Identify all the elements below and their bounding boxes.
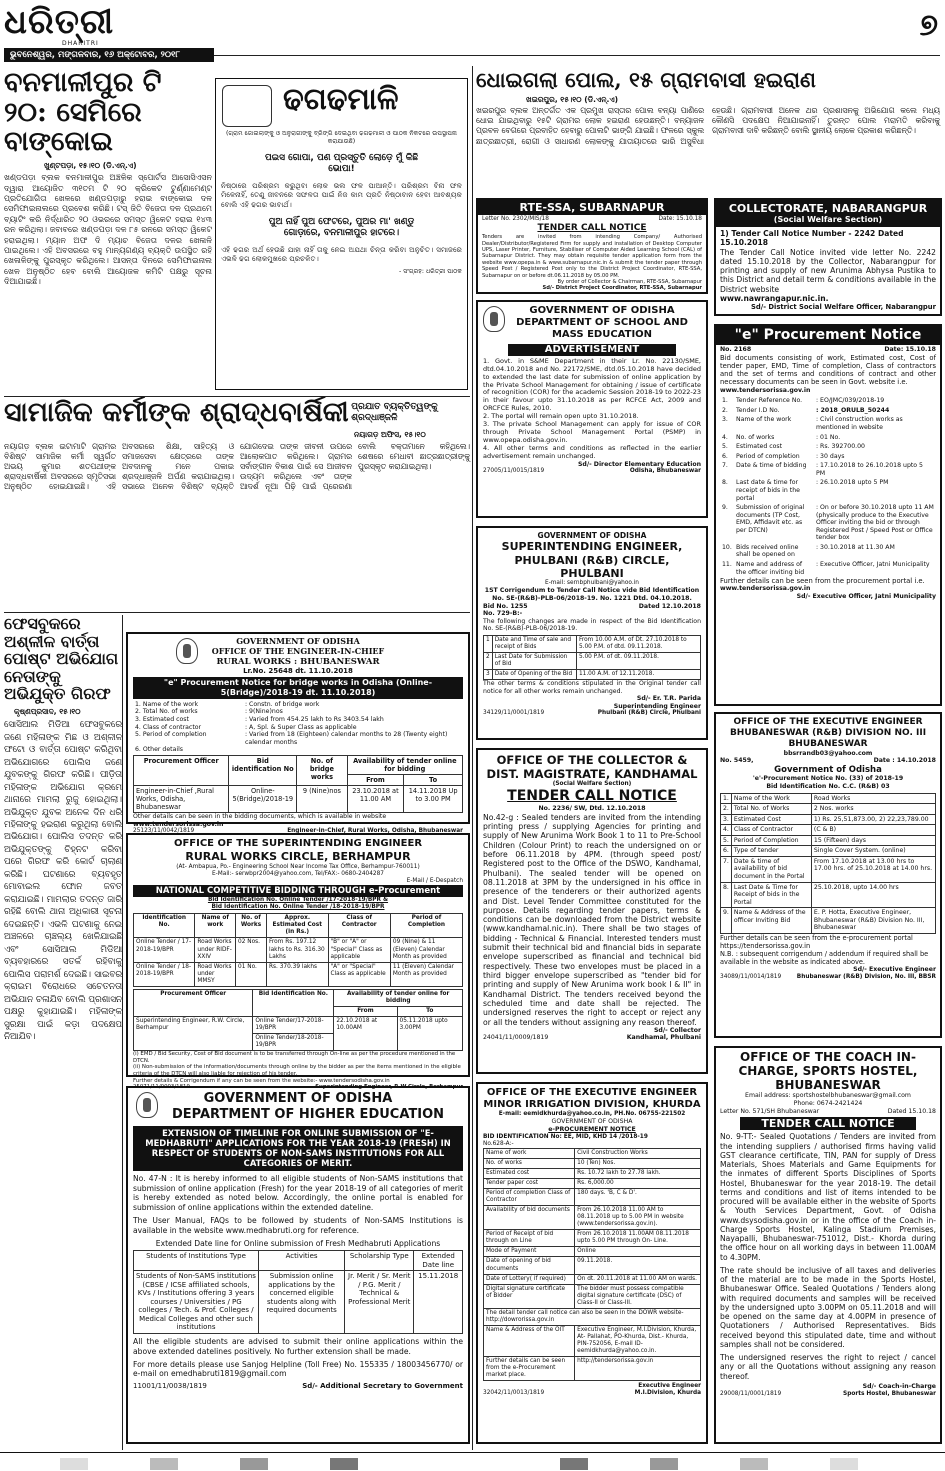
ad-sports-hostel [714, 1046, 942, 1444]
ad-rnb-division [714, 712, 942, 1038]
rnb-further: Further details can be seen from the e-procurement portal https://tendersorissa.gov.in [720, 933, 913, 950]
he-p5: For more details please use Sanjog Helpline (Toll Free) No. 155335 / 18003456770/ or e-mail on emedhabruti1819@gmail.com [133, 1359, 463, 1379]
story2-byline: ଖଇରପୁର, ୧୫।୧୦ (ଡି.ଏନ୍.ଏ) [526, 95, 619, 105]
dhagadhamali-credit: - ସଂଗ୍ରହ: ଧରିତ୍ରୀ ପାଠକ [399, 267, 462, 275]
sme-dept: DEPARTMENT OF SCHOOL AND MASS EDUCATION [516, 317, 688, 341]
sh-refline: Letter No. 571/SH Bhubaneswar Dated 15.10.18 [720, 1107, 936, 1115]
footer-mark [150, 1458, 178, 1470]
rnb-office: OFFICE OF THE EXECUTIVE ENGINEER [733, 717, 923, 727]
rural-note: Other details can be seen in the bidding documents, which is available in website [133, 813, 387, 821]
masthead-logo: ଧରିତ୍ରୀ [4, 2, 115, 42]
rural-gov: GOVERNMENT OF ODISHA [236, 636, 360, 646]
khd-footer: 32042/11/0013/1819 M.I.Division, Khurda [483, 1390, 701, 1397]
sh-office: OFFICE OF THE COACH IN-CHARGE, SPORTS HOSTEL, BHUBANESWAR [738, 1050, 918, 1092]
dateline: ଭୁବନେଶ୍ୱର, ମଙ୍ଗଳବାର, ୧୬ ଅକ୍ଟୋବର, ୨୦୧୮ [4, 48, 214, 62]
dhagadhamali-box [215, 78, 468, 390]
sme-footer: 27005/11/0015/1819 Odisha, Bhubaneswar [483, 468, 701, 475]
phb-sign2: Superintending Engineer [613, 702, 701, 710]
khd-sign: Executive Engineer [638, 1383, 701, 1390]
story-facebook [4, 615, 122, 1450]
kdm-wing: (Social Welfare Section) [552, 781, 632, 788]
story4-byline: କୃଷ୍ଣପ୍ରସାଦ, ୧୫।୧୦ [14, 706, 81, 716]
he-p3: Extended Date line for Online submission of Fresh Medhabruti Applications [155, 1238, 441, 1248]
sme-sign: Sd/- Director Elementary Education [577, 460, 701, 468]
he-p1: No. 47-N : It is hereby informed to all eligible students of Non-SAMS institutions that submission of online application (Fresh) for the year 2018-19 of all categories of merit is hereby extended as noted below. Accordingly, the online portal is enabled for submission of online applications within the extended dateline. [133, 1173, 463, 1213]
ad-khurda [476, 1082, 708, 1444]
page-number: ୭ [919, 8, 938, 43]
rnb-nb: N.B. : subsequent corrigendum / addendum if required shall be available in the website as indicated above. [720, 950, 929, 967]
jat-intro: Bid documents consisting of work, Estimated cost, Cost of tender paper, EMD, Time of completion, Class of contractors and the set of terms and conditions of contract and other necessary documents can be seen in Govt. website i.e. [720, 353, 936, 387]
rte-body: Tenders are invited from intending Company/ Authorised Dealer/Distributor/Registered Firm for supply and installation of Desktop Computer UPS, Laser Printer, Furniture, Stabiliser of Computer Aided Learning School (CAL) of Subarnapur District. They may obtain requisite tender application form from the website www.opepa.in & www.subarnapur.nic.in & submit the tender paper through Speed Post / Registered Post only to the District Project Coordinator, RTE-SSA, Subarnapur on or before dt.06.11.2018 by 05.00 PM. [482, 234, 702, 279]
ad-berhampur [126, 833, 470, 1091]
rnb-email: bbsrrandb03@yahoo.com [783, 749, 873, 757]
dhagadhamali-poem2: ପୁଅ ନାହିଁ ପୁଅ ଫେଟରେ, ପୁଅର ମା' ଖଣ୍ଡୁ ଗୋଡ଼ାରେ, ବନମାଳୀପୁର ହାଟରେ। [268, 217, 415, 239]
rnb-table: 1. Name of the Work Road Works 2. Total No. of Works 2 Nos. works 3. Estimated Cost 1) Rs. 25,51,873.00, 2) 22,23,789.00 4. Class of Contractor (C & B) 5. Period of Completion 15 (Fifteen) days 6. Type of tender Single Cover System. (online) 7. Date & time of availability of bid document in the Portal From 17.10.2018 at 13.00 hrs to 17.00 hrs. of 25.10.2018 at 14.00 hrs. 8. Last Date & Time for Receipt of bids in the Portal 25.10.2018, upto 14.00 hrs 9. Name & Address of the officer Inviting Bid E. P. Hotta, Executive Engineer, Bhubaneswar (R&B) Division No. III, Bhubaneswar [720, 793, 936, 934]
jat-web[interactable]: www.tendersorissa.gov.in [720, 386, 811, 394]
jat-further: Further details can be seen from the procurement portal i.e. [720, 577, 925, 586]
sh-email: Email address: sportshostelbhubaneswar@gmail.com [745, 1092, 911, 1100]
sh-p1: No. 9-TT:- Sealed Quotations / Tenders are invited from the intending suppliers / authorised firms having valid GST clearance certificate, TIN, PAN for supply of Dress Materials, Shoes Materials and Game Equipments for the inmates of different Sports Disciplines of Sports Hostel, Bhubaneswar for the year 2018-19. The detail terms and conditions and list of items intended to be procured will be available either in the website of Sports & Youth Services Department, Govt. of Odisha www.dsysodisha.gov.in or in the office of the Coach in-Charge Sports Hostel, Kalinga Stadium Premises, Nayapalli, Bhubaneswar-751012, Dist.- Khorda during the office hour on all working days in between 11.00AM to 4.30PM. [720, 1132, 936, 1262]
jat-sign: Sd/- Executive Officer, Jatni Municipality [796, 592, 936, 600]
bpr-note2: (ii) Non-submission of the information/documents through online by the bidder as per the items mentioned in the eligible criteria of the DTCN will also liable for rejection of his tender. [133, 1064, 461, 1078]
khd-bid: BID IDENTIFICATION No: EE, MID, KHD 14 /2018-19 [483, 1133, 648, 1140]
bpr-table: Identification No. Name of work No. of Works Approx. Estimated Cost (in Rs.) Class of Contractor Period of Completion Online Tender / 17-2018-19/BPR Road Works under RIDF-XXIV 02 Nos. From Rs. 197.12 lakhs to Rs. 316.30 Lakhs "B" or "A" or "Special" Class as applicable 09 (Nine) & 11 (Eleven) Calendar Month as provided Online Tender / 18-2018-19/BPR Road Works under MMSY 01 No. Rs. 370.39 lakhs "A" or "Special" Class as applicable 11 (Eleven) Calendar Month as provided [133, 913, 463, 987]
story2-body: ଖଇରପୁର ବ୍ଲକ ଅନ୍ତର୍ଗତ ଏକ ପ୍ରମୁଖ ରାସ୍ତାର ପୋଲ ବନ୍ୟା ପାଣିରେ ଧୋଇ ଯାଇଥିବାରୁ ୧୫ଟି ଗ୍ରାମର ଲୋକ ହଇରାଣ ହେଉଛନ୍ତି। ବନ୍ୟାଜଳ ପ୍ରବଳ ବେଗରେ ପ୍ରବାହିତ ହେବାରୁ ପୋଲଟି ଭାଙ୍ଗି ଯାଇଛି। ଫଳରେ ସ୍କୁଲ ଛାତ୍ରଛାତ୍ରୀ, ରୋଗୀ ଓ ସାଧାରଣ ଲୋକଙ୍କୁ ଯାତାୟାତରେ ଭାରି ଅସୁବିଧା ହେଉଛି। ଗ୍ରାମବାସୀ ଅନେକ ଥର ପ୍ରଶାସନକୁ ଅଭିଯୋଗ କଲେ ମଧ୍ୟ କୌଣସି ପଦକ୍ଷେପ ନିଆଯାଇନାହିଁ। ତୁରନ୍ତ ପୋଲ ମରାମତି କରିବାକୁ ଗ୍ରାମବାସୀ ଦାବି କରିଛନ୍ତି ବୋଲି ସ୍ଥାନୀୟ ଲୋକେ ପ୍ରକାଶ କରିଛନ୍ତି। [476, 106, 940, 146]
nbp-body1: 1) Tender Call Notice Number - 2242 Dated 15.10.2018 [720, 229, 904, 248]
story3-body: ନୟାଗଡ଼ ବ୍ଲକ ଇଟାମାଟି ଗ୍ରାମର ବିଶିଷ୍ଟ ସାମାଜିକ କର୍ମୀ ସ୍ୱର୍ଗତ ଅଭୟ କୁମାର ଶତପଥୀଙ୍କ ଶ୍ରାଦ୍ଧବାର୍ଷିକୀ ଅବସରରେ ସ୍ମୃତିସଭା ଅନୁଷ୍ଠିତ ହୋଇଯାଇଛି। ଏହି ଅବସରରେ ଶିକ୍ଷା, ସାହିତ୍ୟ ଓ ସମାଜସେବା କ୍ଷେତ୍ରରେ ତାଙ୍କ ଅବଦାନକୁ ମନେ ପକାଇ ଶ୍ରଦ୍ଧାଞ୍ଜଳି ଅର୍ପଣ କରାଯାଇଥିଲା। ସଭାରେ ଅନେକ ବିଶିଷ୍ଟ ବ୍ୟକ୍ତି ଯୋଗଦେଇ ତାଙ୍କ ଜୀବନୀ ଉପରେ ଆଲୋକପାତ କରିଥିଲେ। ଗ୍ରାମର ସର୍ବାଙ୍ଗୀନ ବିକାଶ ପାଇଁ ସେ ଆଜୀବନ ଉଦ୍ୟମ କରିଥିଲେ ଏବଂ ତାଙ୍କ ଆଦର୍ଶ ନୂଆ ପିଢ଼ି ପାଇଁ ପ୍ରେରଣା ବୋଲି ବକ୍ତାମାନେ କହିଥିଲେ। ଶେଷରେ ମେଧାବୀ ଛାତ୍ରଛାତ୍ରୀଙ୍କୁ ପୁରସ୍କୃତ କରାଯାଇଥିଲା। [4, 441, 470, 492]
nbp-title: COLLECTORATE, NABARANGPUR (Social Welfare Section) [716, 200, 940, 227]
story1-byline: ଖୁଣ୍ଟପଡ଼ା, ୧୫।୧୦ (ଡି.ଏନ୍.ଏ) [44, 161, 137, 171]
story4-headline: ଫେସବୁକରେ ଅଶ୍ଳୀଳ ବାର୍ତ୍ତା ପୋଷ୍ଟ ଅଭିଯୋଗ ନେତାଙ୍କୁ ଅଭିଯୁକ୍ତ ଗିରଫ [4, 614, 119, 704]
phb-office: SUPERINTENDING ENGINEER, [501, 540, 683, 554]
jat-table: 1. Tender Reference No. : EO/JMC/039/2018-19 2. Tender I.D No. : 2018_ORULB_50244 3. Name of the work : Civil construction works as mentioned in website 4. No. of works : 01 No. 5. Estimated cost : Rs. 392700.00 6. Period of completion : 30 days 7. Date & time of bidding : 17.10.2018 to 26.10.2018 upto 5 PM 8. Last date & time for receipt of bids in the portal : 26.10.2018 upto 5 PM 9. Submission of original documents (TP Cost, EMD, Affidavit etc. as per DTCN) : On or before 30.10.2018 upto 11 AM (physically produce to the Executive Officer inviting the bid or through Registered Post / Speed Post or Office tender box 10. Bids received online shall be opened on : 30.10.2018 at 11.30 AM 11. Name and address of the officer inviting bid : Executive Officer, Jatni Municipality [722, 397, 934, 576]
khd-unit: MINOR IRRIGATION DIVISION, KHURDA [483, 1099, 701, 1111]
phb-text: The following changes are made in respect of the Bid Identification No. SE-(R&B)-PLB-06/2018-19. [483, 617, 701, 633]
bpr-footer: 25071/11/0003/1819 Superintending Engineer, R.W.Circle, Berhampur [133, 1084, 463, 1091]
nbp-web[interactable]: www.nawrangapur.nic.in. [720, 293, 829, 303]
dhagadhamali-poem1: ପଇସ ଗୋପା, ପଣ ପ୍ରସ୍ତୁତି ଲୋଡ଼େ ମୁଁ କିଛି ଭୋପା! [264, 153, 419, 175]
footer-mark [830, 1458, 858, 1470]
masthead-sub: DHARITRI [62, 40, 99, 47]
footer-mark [60, 1458, 88, 1470]
bpr-unit: RURAL WORKS CIRCLE, BERHAMPUR [185, 850, 411, 864]
phb-gov: GOVERNMENT OF ODISHA [537, 531, 647, 540]
rnb-gov: Government of Odisha [774, 765, 882, 776]
bpr-table2: Procurement Officer Bid Identification No. Availability of tender online for bidding From To Superintending Engineer, R.W. Circle, Berhampur Online Tender/17-2018-19/BPR 22.10.2018 at 10.00AM 05.11.2018 upto 3.00PM Online Tender/18-2018-19/BPR [133, 989, 463, 1051]
footer-mark [330, 1458, 358, 1470]
dhagadhamali-para2: ଏହି ଢଗର ଅର୍ଥ ହେଉଛି ଯାହା ନାହିଁ ତାକୁ ନେଇ ଅଯଥା ଚିନ୍ତା କରିବା ଅନୁଚିତ। ସମାଜରେ ଏଭଳି ଢଗ ଲୋକମୁଖରେ ପ୍ରଚଳିତ। [221, 245, 462, 264]
rural-letter: Lr.No. 25648 dt. 11.10.2018 [243, 666, 353, 675]
jat-refline: No. 2168 Date: 15.10.18 [720, 346, 936, 354]
bpr-bid1: Bid Identification No. Online Tender /17-2018-19/BPR & [207, 897, 389, 904]
kdm-footer: 24041/11/0009/1819 Kandhamal, Phulbani [483, 1034, 701, 1042]
sme-gov: GOVERNMENT OF ODISHA [529, 305, 675, 316]
jat-bar: "e" Procurement Notice [716, 326, 940, 345]
footer-mark [650, 1458, 678, 1470]
dhagadhamali-para: ନିଷ୍ଠାରେ ପରିଶ୍ରମ କରୁଥିବା ଲୋକ ଭଲ ଫଳ ପାଆନ୍ତି। ପରିଶ୍ରମ ବିନା ଫଳ ମିଳେନାହିଁ, ତେଣୁ ଜୀବନରେ ସଫଳତା ପାଇଁ ନିଜ କାମ ପ୍ରତି ନିଷ୍ଠାବାନ ହେବା ଆବଶ୍ୟକ ବୋଲି ଏହି ଢଗର ଭାବାର୍ଥ। [221, 181, 462, 209]
phb-table: 1 Date and Time of sale and receipt of Bids From 10.00 A.M. of Dt. 27.10.2018 to 5.00 P.M. of dtd. 09.11.2018. 2 Last Date for Submission of Bid 5.00 P.M. of dt. 09.11.2018. 3 Date of Opening of the Bid 11.00 A.M. of 12.11.2018. [483, 635, 701, 680]
story-shraddha [4, 398, 470, 610]
sh-p2: The rate should be inclusive of all taxes and deliveries of the material are to be made in the Sports Hostel, Bhubaneswar Office. Sealed Quotations / Tenders along with required documents and samples will be received by the undersigned upto 3.00PM on 05.11.2018 and will be opened on the same day at 4.00PM in presence of Quotationers / Authorised Representatives. Bids received beyond this stipulated date, time and without samples shall not be considered. [720, 1265, 936, 1349]
kdm-no: No. 2236/ SW, Dtd. 12.10.2018 [538, 805, 646, 813]
kdm-body: No.42-g : Sealed tenders are invited from the intending printing press / supplying Agencies for printing and supply of New Arunima Work Book 1 to 11 to Pre-School Children (Colour Print) to reach the undersigned on or before 06.11.2018 by 4PM. (through speed post/ Registered post to the Office of the DSWO, Kandhamal, Phulbani). The sealed tender will be opened on 08.11.2018 at 3PM by the undersigned in his office in presence of the tenderers or their authorized agents and Dist. Level Tender Committee constituted for the purpose. Details regarding tender papers, terms & conditions can be downloaded from the District website (www.kandhamal.nic.in). There shall be two stages of bidding - Technical & Financial. Interested tenders must submit their technical bid and financial bids in separate envelope superscribed as financial and technical bid respectively. These two envelopes must be placed in a third bigger envelope superscribed as "tender bid for printing and supply of New Arunima work book I & II" in Kandhamal District. The tenders received beyond the scheduled time and date shall be rejected. The undersigned reserves the right to accept or reject any or all the tenders without assigning any reason thereof. [483, 812, 701, 1027]
ad-jatni [714, 324, 942, 706]
kdm-sign: Sd/- Collector [653, 1026, 701, 1034]
khd-no: No.628-A:- [483, 1140, 514, 1147]
rte-heading: TENDER CALL NOTICE [537, 223, 647, 234]
footer-mark [560, 1458, 588, 1470]
rnb-notice: 'e'-Procurement Notice No. (33) of 2018-19 [752, 775, 904, 783]
ad-higher-education [126, 1086, 470, 1444]
he-p4: All the eligible students are advised to submit their online applications within the above extended datelines positively. No further extension shall be made. [133, 1336, 463, 1356]
he-footer: 11001/11/0038/1819 Sd/- Additional Secretary to Government [133, 1382, 463, 1391]
footer-mark [240, 1458, 268, 1470]
he-table: Students of Institutions Type Activities Scholarship Type Extended Date line Students of Non-SAMS institutions (CBSE / ICSE affiliated schools, KVs / Institutions offering 3 years courses / Universities / PG colleges / Tech. & Prof. Colleges / Medical Colleges and other such institutions Submission online applications by the concerned eligible students along with required documents Jr. Merit / Sr. Merit / P.G. Merit / Technical & Professional Merit 15.11.2018 [133, 1250, 463, 1334]
sme-item4: 4. All other terms and conditions as reflected in the earlier advertisement remain unchanged. [483, 443, 701, 460]
phb-footer: 34129/11/0001/1819 Phulbani (R&B) Circle, Phulbani [483, 710, 701, 717]
dhagadhamali-title: ଢଗଢମାଳି [283, 82, 399, 117]
phb-email: E-mail: sernbphulbani@yahoo.in [545, 580, 639, 587]
odisha-emblem-icon [136, 1092, 158, 1118]
bpr-bar: NATIONAL COMPETITIVE BIDDING THROUGH e-Procurement [133, 885, 463, 897]
phb-refline: Bid No. 1255 Dated 12.10.2018 [483, 602, 701, 610]
he-gov: GOVERNMENT OF ODISHA [203, 1091, 393, 1106]
sh-sign: Sd/- Coach-in-Charge [862, 1382, 936, 1390]
sh-phone: Phone: 0674-2421424 [793, 1099, 863, 1107]
phb-sign: Sd/- Er. T.R. Parida [636, 695, 701, 703]
he-bar: EXTENSION OF TIMELINE FOR ONLINE SUBMISSION OF "E-MEDHABRUTI" APPLICATIONS FOR THE YEAR 2018-19 (FRESH) IN RESPECT OF STUDENTS OF NON-SAMS INSTITUTIONS FOR ALL CATEGORIES OF MERIT. [133, 1126, 463, 1171]
rural-table: Procurement Officer Bid identification No No. of bridge works Availability of tender online for bidding From To Engineer-in-Chief ,Rural Works, Odisha, Bhubaneswar Online-5(Bridge)/2018-19 9 (Nine)nos 23.10.2018 at 11.00 AM 14.11.2018 Up to 3.00 PM [133, 755, 463, 813]
odisha-emblem-icon [176, 638, 198, 664]
rnb-refline: No. 5459, Date : 14.10.2018 [720, 757, 936, 765]
story3-byline: ନୟାଗଡ଼ ଅଫିସ, ୧୫।୧୦ [354, 429, 426, 439]
rural-web[interactable]: www.tendersorissa.gov.in [133, 820, 224, 828]
rnb-bid: Bid Identification No. C.C. (R&B) 03 [766, 782, 890, 790]
rte-order: By order of Collector & Chairman, RTE-SSA, Subarnapur [557, 278, 702, 285]
he-dept: DEPARTMENT OF HIGHER EDUCATION [171, 1106, 445, 1122]
jat-web2[interactable]: www.tendersorissa.gov.in [720, 585, 811, 593]
sh-footer: 29008/11/0001/1819 Sports Hostel, Bhubaneswar [720, 1390, 936, 1397]
ad-phulbani [476, 526, 708, 740]
sh-p3: The undersigned reserves the right to reject / cancel any or all the Quotations without assigning any reason thereof. [720, 1353, 936, 1381]
rural-bar: "e" Procurement Notice for bridge works in Odisha (Online-5(Bridge)/2018-19 dt. 11.10.2018) [133, 677, 463, 699]
ad-rural-works [126, 632, 470, 835]
rte-ref: Letter No. 2302/MIS/18 Date: 15.10.18 [482, 216, 702, 223]
khd-office: OFFICE OF THE EXECUTIVE ENGINEER [486, 1087, 698, 1098]
story1-body: ଖଣ୍ଡପଡ଼ା ବ୍ଲକ ବନମାଳୀପୁର ଅଞ୍ଚଳିକ ସ୍ପୋର୍ଟସ ଆସୋସିଏସନ ଦ୍ୱାରା ଆୟୋଜିତ ୩୧ତମ ଟି ୨୦ କ୍ରିକେଟ ଟୁର୍ଣ୍ଣାମେଣ୍ଟ ପ୍ରତିଯୋଗିତା ଖେଳରେ ଖଣ୍ଡପଡ଼ାରୁ ହରାଇ ବାଙ୍କୋଇ ଦଳ ସେମିଫାଇନାଲରେ ପ୍ରବେଶ କରିଛି। ଟସ୍ ଜିତି ବିଜେତା ଦଳ ପ୍ରଥମେ ବ୍ୟାଟିଂ କରି ନିର୍ଦ୍ଧାରିତ ୨୦ ଓଭରରେ ସମସ୍ତ ୱିକେଟ ହରାଇ ୧୪୩ ରନ କରିଥିଲା। ଜବାବରେ ଖଣ୍ଡପଡ଼ା ଦଳ ୮୫ ରନରେ ସମସ୍ତ ୱିକେଟ ହରାଇଥିଲା। ମ୍ୟାନ ଅଫ ଦି ମ୍ୟାଚ ବିଜେତା ଦଳର ଖେଳାଳି ପାଇଥିଲେ। ଏହି ଅବସରରେ ବହୁ ମାନ୍ୟଗଣ୍ୟ ବ୍ୟକ୍ତି ଉପସ୍ଥିତ ରହି ଖେଳାଳିଙ୍କୁ ପୁରସ୍କୃତ କରିଥିଲେ। ଆସନ୍ତା ଦିନରେ ସେମିଫାଇନାଲ ଖେଳ ଅନୁଷ୍ଠିତ ହେବ ବୋଲି ଆୟୋଜକ କମିଟି ପକ୍ଷରୁ ସୂଚନା ଦିଆଯାଇଛି। [4, 173, 212, 287]
bpr-email: E-Mail:- serwbpr2004@yahoo.com, Tel/FAX:- 0680-2404287 [212, 870, 384, 877]
rte-title: RTE-SSA, SUBARNAPUR [478, 200, 706, 215]
sme-item2: 2. The portal will remain open upto 31.10.2018. [483, 412, 639, 421]
sh-bar: TENDER CALL NOTICE [740, 1117, 916, 1130]
sme-item1: 1. Govt. in S&ME Department in their Lr. No. 22130/SME, dtd.04.10.2018 and No. 22172/SME, dtd.05.10.2018 have decided to extended the last date for submission of online application by the Private School Management for obtaining / issue of certificate of recognition (COR) for the academic Session 2018-19 to 2022-23 in their favour upto 31.10.2018 as per RCFCE Act, 2009 and ORCFCE Rules, 2010. [483, 356, 701, 413]
nbp-sign: Sd/- District Social Welfare Officer, Nabarangpur [750, 303, 936, 312]
nbp-body2: The Tender Call Notice invited vide letter No. 2242 dated 15.10.2018 by the Collector, Nabarangpur for printing and supply of new Arunima Abhysa Pustika to this District and detail term & conditions available in the District website [720, 247, 936, 294]
rnb-unit: BHUBANESWAR (R&B) DIVISION NO. III [729, 727, 927, 738]
rte-sign: Sd/- District Project Coordinator, RTE-SSA, Subarnapur [542, 285, 702, 292]
story3-headline: ସାମାଜିକ କର୍ମୀଙ୍କ ଶ୍ରାଦ୍ଧବାର୍ଷିକୀ [4, 397, 349, 428]
story-bonomalipur [4, 68, 212, 398]
phb-other: The other terms & conditions stipulated in the Original tender call notice for all other works remain unchanged. [483, 680, 701, 695]
khd-email: E-mail: eemidkhurda@yahoo.co.in, PH.No. 06755-221502 [498, 1111, 686, 1118]
rural-footer: 25123/11/0042/1819 Engineer-in-Chief, Rural Works, Odisha, Bhubaneswar [133, 828, 463, 835]
bpr-note3: Further details & Corrigendum if any can be seen from the website:- www.tendersodisha.gov.in [133, 1077, 390, 1084]
masthead [0, 0, 945, 64]
story3-side: ପ୍ରଯାତ ବ୍ୟକ୍ତିତ୍ୱଙ୍କୁ ଶ୍ରଦ୍ଧାଞ୍ଜଳି [351, 402, 438, 423]
bpr-office: OFFICE OF THE SUPERINTENDING ENGINEER [173, 838, 423, 849]
story1-headline: ବନମାଳୀପୁର ଟି ୨୦: ସେମିରେ ବାଙ୍କୋଇ [4, 67, 162, 158]
rnb-city: BHUBANESWAR [788, 738, 868, 749]
khd-table: Name of work Civil Construction Works No. of works 10 (Ten) Nos. Estimated cost Rs. 10.72 lakh to 27.78 lakh. Tender paper cost Rs. 6,000.00 Period of completion Class of Contractor 180 days. 'B, C & D'. Availability of bid documents From 26.10.2018 11.00 AM to 08.11.2018 up to 5.00 PM in website (www.tendersorissa.gov.in). Period of Receipt of bid through on Line From 26.10.2018 11.00AM 08.11.2018 upto 5.00 PM through On- Line. Mode of Payment Online Date of opening of bid documents 09.11.2018. Date of Lottery( if required) On dt. 20.11.2018 at 11.00 AM on wards. Digital signature certificate of Bidder The bidder must possess compatible digital signature certificate (DSC) of Class-II or Class-III. The detail tender call notice can also be seen in the DOWR website- http://dowrorissa.gov.in Name & Address of the OIT Executive Engineer, M.I.Division, Khurda, At- Pallahat, PO-Khurda, Dist.- Khurda, PIN-752056, E-mail ID-eemidkhurda@yahoo.co.in. Further details can be seen from the e-Procurement market place. http://tendersorissa.gov.in [483, 1148, 701, 1382]
bpr-note1: (i) EMD / Bid Security, Cost of Bid document is to be transferred through On-line as per the procedure mentioned in the DTCN. [133, 1051, 456, 1064]
he-p2: The User Manual, FAQs to be followed by students of Non-SAMS Institutions is available in the website www.medhabruti.org for reference. [133, 1216, 463, 1236]
kdm-heading: TENDER CALL NOTICE [507, 788, 677, 805]
rnb-footer: 34089/11/0014/1819 Bhubaneswar (R&B) Division, No. III, BBSR [720, 973, 936, 980]
sme-item3: 3. The private School Management can apply for issue of COR through Private School Management Portal (PSMP) in www.opepa.odisha.gov.in. [483, 420, 701, 444]
phb-unit: PHULBANI (R&B) CIRCLE, PHULBANI [514, 553, 670, 580]
bpr-addr: (At- Ambapua, Po.- Engineering School Near Income Tax Office, Berhampur-760011) [176, 863, 420, 870]
story2-headline: ଧୋଇଗଲା ପୋଲ, ୧୫ ଗ୍ରାମବାସୀ ହଇରାଣ [476, 67, 816, 92]
kdm-office: OFFICE OF THE COLLECTOR & DIST. MAGISTRATE, KANDHAMAL [486, 753, 698, 782]
dhagadhamali-intro: (ଗ୍ରାମ ଜୋଇଲାଙ୍କୁ ଓ ଅନୁରାଗୀଙ୍କୁ ବ୍ରିଙ୍ଗି ଦେଇଥିବା ଢଗଢମାଳୀ ଓ ପାଠକ ନିକଟରେ ଉପସ୍ଥାପନା କରାଯାଉଛି) [225, 130, 457, 145]
rural-unit: RURAL WORKS : BHUBANESWAR [216, 656, 380, 667]
footer-mark [740, 1458, 768, 1470]
rural-details: 1. Name of the work : Constn. of bridge work 2. Total No. of works : 9(Nine)nos 3. Estimated cost : Varied from 454.25 lakh to Rs 3403.54 lakh 4. Class of contractor : A, Spl. & Super Class as applicable 5. Period of completion : Varied from 18 (Eighteen) calendar months to 28 (Twenty eight) calendar months 6. Other details [135, 700, 448, 754]
ad-kandhamal [476, 748, 708, 1074]
khd-notice: e-PROCUREMENT NOTICE [548, 1126, 636, 1133]
sme-bar: ADVERTISEMENT [508, 344, 676, 356]
odisha-emblem-icon [483, 306, 505, 332]
story-bridge [476, 68, 940, 198]
khd-gov: GOVERNMENT OF ODISHA [551, 1118, 633, 1126]
bpr-edespatch: E-Mail / E-Despatch [406, 877, 463, 884]
bpr-bid2: Bid Identification No. Online Tender /18-2018-19/BPR [211, 904, 385, 911]
cartoon-illustration [222, 85, 272, 127]
rnb-sign: Sd/- Executive Engineer [853, 966, 936, 974]
ad-nabarangpur [714, 198, 942, 316]
ad-school-education [476, 300, 708, 518]
rural-office: OFFICE OF THE ENGINEER-IN-CHIEF [211, 645, 385, 656]
phb-no2: No. 729-B:- [483, 610, 523, 618]
phb-corr: 1ST Corrigendum to Tender Call Notice vide Bid Identification No. SE-(R&B)-PLB-06/2018-19. No. 1221 Dtd. 04.10.2018. [484, 587, 700, 602]
ad-rte-ssa [476, 198, 708, 294]
story4-body: ସୋସିଆଲ ମିଡିଆ ଫେସବୁକରେ ଜଣେ ମହିଳାଙ୍କ ମିଛ ଓ ଅଶ୍ଳୀଳ ଫଟୋ ଓ ବାର୍ତ୍ତା ପୋଷ୍ଟ କରିଥିବା ଅଭିଯୋଗରେ ପୋଲିସ ଜଣେ ଯୁବକଙ୍କୁ ଗିରଫ କରିଛି। ପୀଡ଼ିତା ମହିଳାଙ୍କ ଅଭିଯୋଗ କ୍ରମେ ଥାନାରେ ମାମଲା ରୁଜୁ ହୋଇଥିଲା। ଅଭିଯୁକ୍ତ ଯୁବକ ଅନେକ ଦିନ ଧରି ମହିଳାଙ୍କୁ ହଇରାଣ କରୁଥିଲା ବୋଲି ଅଭିଯୋଗ। ପୋଲିସ ତଦନ୍ତ କରି ଅଭିଯୁକ୍ତଙ୍କୁ ଚିହ୍ନଟ କରିବା ପରେ ଗିରଫ କରି କୋର୍ଟ ଚାଲାଣ କରିଛି। ଘଟଣାରେ ବ୍ୟବହୃତ ମୋବାଇଲ ଫୋନ ଜବତ କରାଯାଇଛି। ମାମଲାର ତଦନ୍ତ ଜାରି ରହିଛି ବୋଲି ଥାନା ଅଧିକାରୀ ସୂଚନା ଦେଇଛନ୍ତି। ଏଭଳି ଘଟଣାକୁ ନେଇ ଅଞ୍ଚଳରେ ଚାଞ୍ଚଲ୍ୟ ଖେଳିଯାଇଛି ଏବଂ ସୋସିଆଲ ମିଡିଆ ବ୍ୟବହାରରେ ସତର୍କ ରହିବାକୁ ପୋଲିସ ପରାମର୍ଶ ଦେଇଛି। ସାଇବର କ୍ରାଇମ ବିରୋଧରେ ସଚେତନତା ଅଭିଯାନ ଚଳାଯିବ ବୋଲି ପ୍ରଶାସନ ପକ୍ଷରୁ କୁହାଯାଇଛି। ମହିଳାଙ୍କ ସୁରକ୍ଷା ପାଇଁ କଡ଼ା ପଦକ୍ଷେପ ନିଆଯିବ। [4, 720, 122, 1043]
